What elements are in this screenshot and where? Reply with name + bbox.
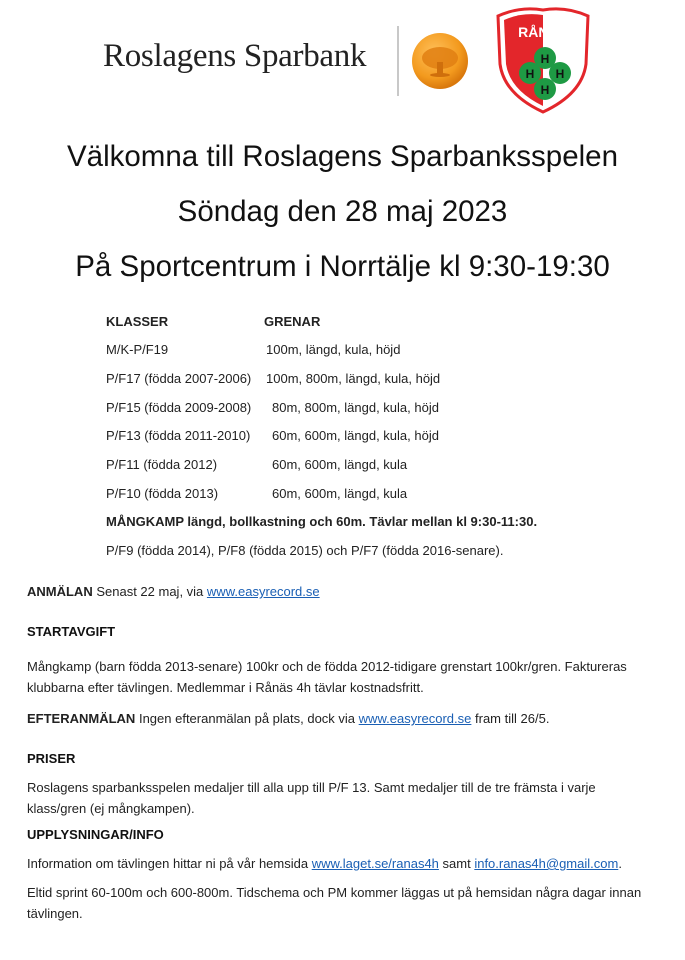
email-link[interactable]: info.ranas4h@gmail.com <box>474 856 619 871</box>
logo-divider <box>397 26 399 96</box>
anmalan-line <box>27 581 657 602</box>
class-events: 80m, 800m, längd, kula, höjd <box>272 400 439 415</box>
svg-text:H: H <box>525 67 535 81</box>
info-samt: samt <box>442 856 471 871</box>
class-events: 60m, 600m, längd, kula, höjd <box>272 428 439 443</box>
website-link[interactable]: www.laget.se/ranas4h <box>311 856 439 871</box>
priser-heading: PRISER <box>27 751 76 766</box>
info-period: . <box>618 856 622 871</box>
class-name: P/F13 (födda 2011-2010) <box>106 428 251 443</box>
classes-header: KLASSER <box>106 314 169 329</box>
mangkamp-info: MÅNGKAMP längd, bollkastning och 60m. Tävlar mellan kl 9:30-11:30. <box>106 514 538 529</box>
class-events: 100m, 800m, längd, kula, höjd <box>266 371 441 386</box>
anmalan-text: Senast 22 maj, via <box>96 584 204 599</box>
efteranmalan-text: Ingen efteranmälan på plats, dock via <box>138 711 356 726</box>
club-logo-text: RÅNÄS <box>518 24 568 40</box>
class-events: 60m, 600m, längd, kula <box>272 457 408 472</box>
svg-text:H: H <box>540 83 550 97</box>
title-location: På Sportcentrum i Norrtälje kl 9:30-19:30 <box>75 250 610 283</box>
title-welcome: Välkomna till Roslagens Sparbanksspelen <box>67 140 618 173</box>
mangkamp-classes: P/F9 (födda 2014), P/F8 (födda 2015) och P/F7 (födda 2016-senare). <box>106 543 504 558</box>
bank-name: Roslagens Sparbank <box>103 38 367 74</box>
efteranmalan-deadline: fram till 26/5. <box>475 711 550 726</box>
easyrecord-link-late[interactable]: www.easyrecord.se <box>358 711 472 726</box>
class-name: P/F15 (födda 2009-2008) <box>106 400 252 415</box>
efteranmalan-line <box>27 708 657 729</box>
class-name: M/K-P/F19 <box>106 342 169 357</box>
title-date: Söndag den 28 maj 2023 <box>177 195 508 228</box>
priser-text: Roslagens sparbanksspelen medaljer till alla upp till P/F 13. Samt medaljer till de tre främsta i varje klass/gren (ej mångkampen). <box>27 780 596 816</box>
class-name: P/F10 (födda 2013) <box>106 486 219 501</box>
svg-text:H: H <box>540 52 550 66</box>
class-events: 60m, 600m, längd, kula <box>272 486 408 501</box>
anmalan-label: ANMÄLAN <box>27 584 93 599</box>
ranas-4h-club-logo <box>490 2 596 114</box>
class-name: P/F11 (födda 2012) <box>106 457 218 472</box>
startavgift-text: Mångkamp (barn födda 2013-senare) 100kr och de födda 2012-tidigare grenstart 100kr/gren. Faktureras klubbarna efter tävlingen. Medlemmar i Rånäs 4h tävlar kostnadsfritt. <box>27 659 627 695</box>
efteranmalan-label: EFTERANMÄLAN <box>27 711 136 726</box>
info-extra-text: Eltid sprint 60-100m och 600-800m. Tidschema och PM kommer läggas ut på hemsidan några dagar innan tävlingen. <box>27 885 642 921</box>
events-header: GRENAR <box>264 314 321 329</box>
info-line <box>27 853 657 874</box>
startavgift-heading: STARTAVGIFT <box>27 624 116 639</box>
info-heading: UPPLYSNINGAR/INFO <box>27 827 164 842</box>
easyrecord-link[interactable]: www.easyrecord.se <box>206 584 320 599</box>
info-text: Information om tävlingen hittar ni på vår hemsida <box>27 856 309 871</box>
bank-tree-logo-icon <box>411 32 469 90</box>
class-events: 100m, längd, kula, höjd <box>266 342 401 357</box>
svg-text:H: H <box>555 67 565 81</box>
class-name: P/F17 (födda 2007-2006) <box>106 371 252 386</box>
